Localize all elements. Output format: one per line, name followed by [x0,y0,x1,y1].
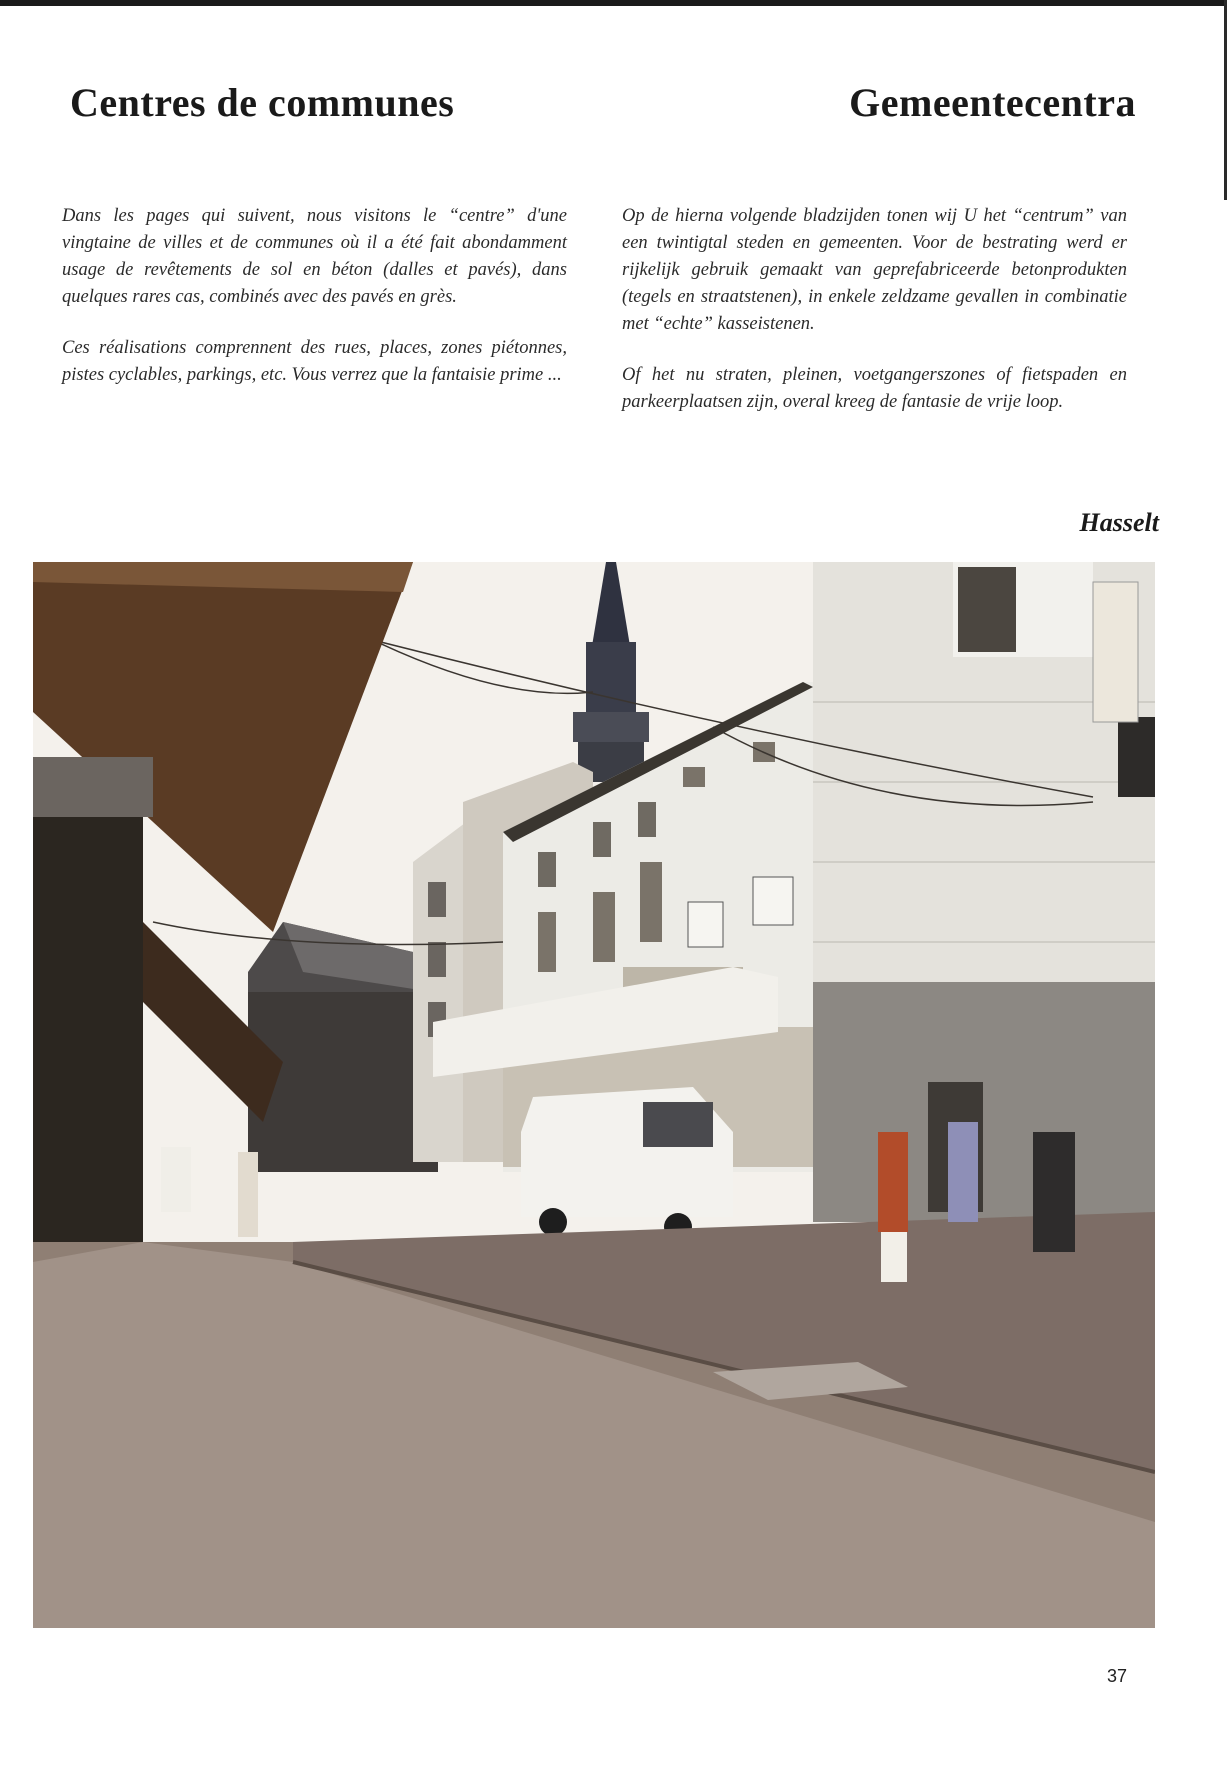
church-building [248,922,438,1172]
intro-nl-paragraph-2: Of het nu straten, pleinen, voetgangerszones of fietspaden en parkeerplaatsen zijn, overal kreeg de fantasie de vrije loop. [622,365,1127,412]
intro-fr-paragraph-2: Ces réalisations comprennent des rues, places, zones piétonnes, pistes cyclables, parkings, etc. Vous verrez que la fantaisie prime ... [62,338,567,385]
page-title-nl: Gemeentecentra [849,79,1136,125]
intro-column-nl [622,203,1127,440]
right-building [813,562,1155,1222]
top-border [0,0,1227,6]
pavement [33,1212,1155,1628]
shop-sign-2 [753,877,793,925]
shop-sign-1 [688,902,723,947]
intro-nl-paragraph-1: Op de hierna volgende bladzijden tonen wij U het “centrum” van een twintigtal steden en gemeenten. Voor de bestrating werd er rijkelijk gebruik gemaakt van geprefabriceerde betonprodukten (tegels en straatstenen), in enkele zeldzame gevallen in combinatie met “echte” kasseistenen. [622,206,1127,334]
intro-column-fr [62,203,567,413]
intro-fr-paragraph-1: Dans les pages qui suivent, nous visitons le “centre” d'une vingtaine de villes et de communes où il a été fait abondamment usage de revêtements de sol en béton (dalles et pavés), dans quelques rares cas, combinés avec des pavés en grès. [62,206,567,307]
page-title-fr: Centres de communes [70,79,455,125]
page-number: 37 [1106,1666,1127,1686]
street-photo [33,562,1155,1628]
photo-caption: Hasselt [1079,508,1159,537]
